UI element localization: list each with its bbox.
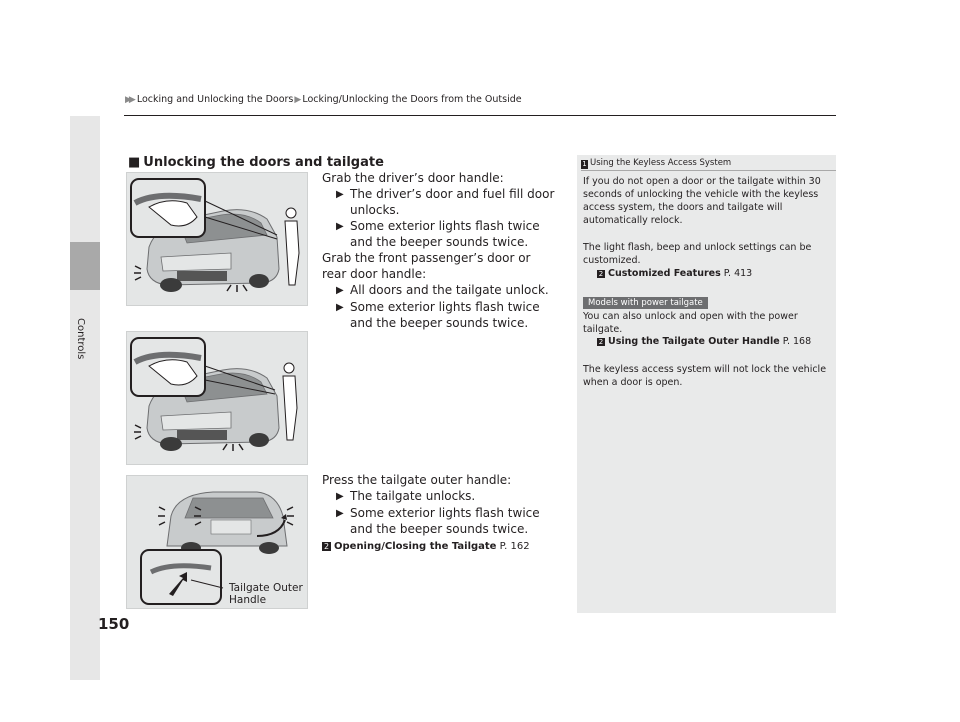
sidebar-title <box>581 158 731 169</box>
sidebar-divider <box>581 170 836 171</box>
reference-icon: 2 <box>598 270 604 278</box>
header-divider <box>124 115 836 116</box>
driver-door-result-1: The driver’s door and fuel fill door unlocks. <box>350 187 555 217</box>
reference-icon: 2 <box>323 542 330 551</box>
note-number-icon: 1 <box>582 160 587 168</box>
result-arrow-icon: ▶ <box>336 189 344 200</box>
driver-door-intro: Grab the driver’s door handle: <box>322 171 504 185</box>
tailgate-result-1: The tailgate unlocks. <box>350 489 476 503</box>
result-arrow-icon: ▶ <box>336 491 344 502</box>
section-title <box>128 155 384 170</box>
list-item <box>336 282 558 299</box>
passenger-door-intro: Grab the front passenger’s door or rear door handle: <box>322 251 531 281</box>
illustration-tailgate <box>126 475 308 609</box>
passenger-door-result-1: All doors and the tailgate unlock. <box>350 283 549 297</box>
result-arrow-icon: ▶ <box>336 221 344 232</box>
sidebar-paragraph-3: You can also unlock and open with the power tailgate. <box>583 311 798 335</box>
list-item <box>336 299 558 331</box>
breadcrumb-item-1[interactable]: Locking and Unlocking the Doors <box>136 94 294 105</box>
sidebar-ref1-page: P. 413 <box>723 268 753 279</box>
result-arrow-icon: ▶ <box>336 285 344 296</box>
driver-door-steps <box>322 170 558 331</box>
sidebar-cross-reference-2[interactable] <box>597 336 811 347</box>
side-tab-label[interactable]: Controls <box>75 318 86 360</box>
tailgate-intro: Press the tailgate outer handle: <box>322 473 512 487</box>
sidebar-ref2-page: P. 168 <box>782 336 812 347</box>
tailgate-ref-title: Opening/Closing the Tailgate <box>334 541 497 552</box>
reference-icon: 2 <box>598 338 604 346</box>
sidebar-ref1-title: Customized Features <box>608 268 721 279</box>
tailgate-cross-reference[interactable] <box>322 539 558 555</box>
sidebar-paragraph-2: The light flash, beep and unlock settings can be customized. <box>583 242 812 266</box>
breadcrumb-item-2[interactable]: Locking/Unlocking the Doors from the Outside <box>302 94 522 105</box>
list-item <box>336 488 558 505</box>
double-arrow-icon: ▶▶ <box>125 94 133 105</box>
passenger-door-result-2: Some exterior lights flash twice and the beeper sounds twice. <box>350 300 540 330</box>
section-title-text: Unlocking the doors and tailgate <box>143 155 384 170</box>
sidebar-ref2-title: Using the Tailgate Outer Handle <box>608 336 780 347</box>
driver-door-result-2: Some exterior lights flash twice and the beeper sounds twice. <box>350 219 540 249</box>
sidebar-title-text: Using the Keyless Access System <box>590 158 732 168</box>
side-tab-background <box>70 116 100 680</box>
tailgate-callout-line2: Handle <box>229 594 267 606</box>
list-item <box>336 218 558 250</box>
sidebar-paragraph-1: If you do not open a door or the tailgate within 30 seconds of unlocking the vehicle with the keyless access system, the doors and tailgate will automatically relock. <box>583 176 821 226</box>
result-arrow-icon: ▶ <box>336 508 344 519</box>
model-badge: Models with power tailgate <box>583 297 708 309</box>
breadcrumb <box>124 94 522 105</box>
result-arrow-icon: ▶ <box>336 302 344 313</box>
car-front-door-illustration <box>127 173 307 305</box>
tailgate-callout-label <box>229 582 303 606</box>
tailgate-result-2: Some exterior lights flash twice and the beeper sounds twice. <box>350 506 540 536</box>
tailgate-ref-page: P. 162 <box>499 541 530 552</box>
section-marker-icon: ■ <box>128 155 141 170</box>
illustration-passenger-door <box>126 331 308 465</box>
side-tab-marker <box>70 242 100 290</box>
page-number: 150 <box>98 615 130 633</box>
tailgate-steps <box>322 472 558 555</box>
list-item <box>336 505 558 537</box>
car-side-door-illustration <box>127 332 307 464</box>
tailgate-callout-line1: Tailgate Outer <box>229 582 303 594</box>
illustration-driver-door <box>126 172 308 306</box>
sidebar-paragraph-4: The keyless access system will not lock the vehicle when a door is open. <box>583 364 827 388</box>
arrow-icon: ▶ <box>294 94 299 105</box>
sidebar-cross-reference-1[interactable] <box>597 268 752 279</box>
list-item <box>336 186 558 218</box>
